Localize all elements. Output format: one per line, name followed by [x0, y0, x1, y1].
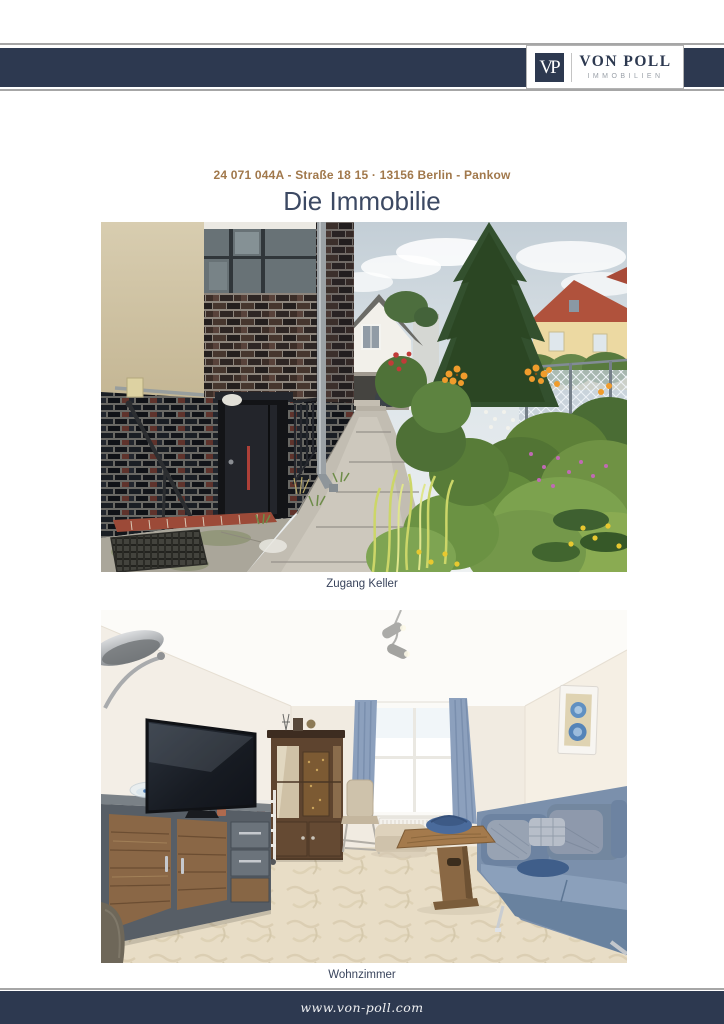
- photo-zugang-keller-illustration: [101, 222, 627, 572]
- header-bottom-rule: [0, 89, 724, 91]
- photo-figure-living-room: [101, 610, 627, 963]
- logo-text: [572, 54, 683, 80]
- photo-wohnzimmer-illustration: [101, 610, 627, 963]
- page-title: Die Immobilie: [283, 186, 441, 216]
- photo-figure-basement-access: [101, 222, 627, 572]
- photo-caption-basement-access: Zugang Keller: [326, 578, 398, 590]
- property-reference-line: 24 071 044A - Straße 18 15 · 13156 Berlin - Pankow: [213, 168, 511, 182]
- tall-cabinet: [267, 714, 345, 862]
- photo-caption-living-room: Wohnzimmer: [328, 969, 396, 981]
- vp-monogram-icon: VP: [535, 53, 564, 82]
- footer-rule: [0, 988, 724, 990]
- brand-division: IMMOBILIEN: [587, 72, 664, 80]
- website-text: www.von-poll.com: [300, 1000, 424, 1015]
- brand-name: VON POLL: [579, 53, 672, 71]
- wall-art-frame: [558, 685, 598, 754]
- von-poll-logo: [526, 45, 684, 89]
- television: [147, 720, 255, 818]
- sofa: [477, 786, 627, 955]
- footer-bar: [0, 991, 724, 1024]
